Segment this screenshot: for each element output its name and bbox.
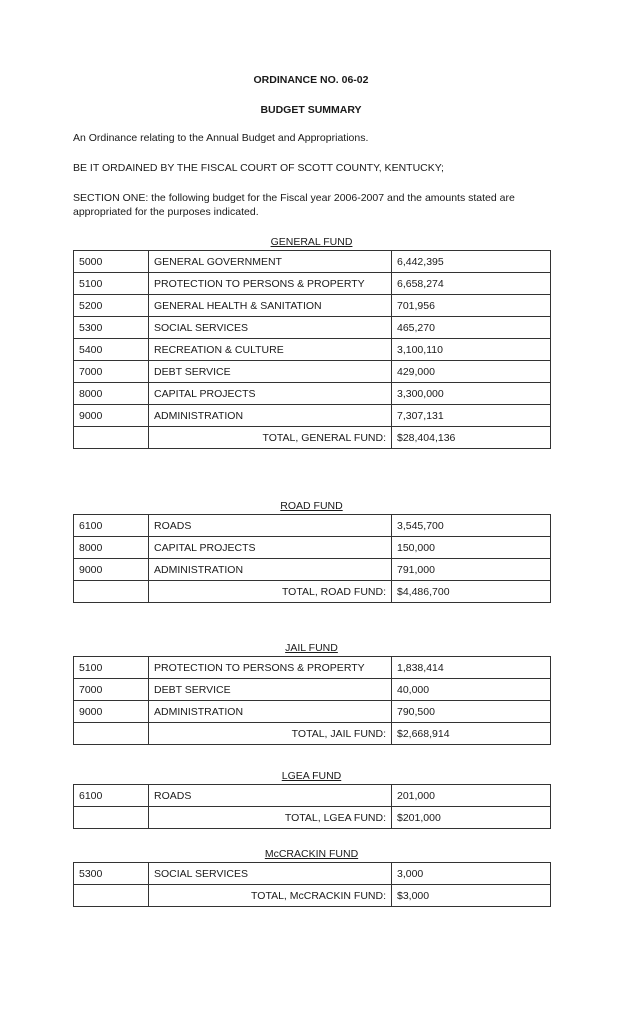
account-code-cell: 5000 [74, 251, 149, 273]
total-label: TOTAL, GENERAL FUND: [149, 427, 392, 449]
amount-cell: 3,300,000 [392, 383, 551, 405]
account-code-cell: 5400 [74, 339, 149, 361]
mccrackin-fund-table [73, 862, 551, 907]
account-code-cell: 8000 [74, 537, 149, 559]
account-code-cell: 5200 [74, 295, 149, 317]
account-name-cell: GENERAL HEALTH & SANITATION [149, 295, 392, 317]
account-name-cell: SOCIAL SERVICES [149, 863, 392, 885]
empty-cell [74, 581, 149, 603]
section-one-paragraph: SECTION ONE: the following budget for the Fiscal year 2006-2007 and the amounts stated are appropriated for the purposes indicated. [73, 192, 515, 218]
total-row [74, 723, 551, 745]
account-name-cell: GENERAL GOVERNMENT [149, 251, 392, 273]
account-name-cell: DEBT SERVICE [149, 679, 392, 701]
empty-cell [74, 807, 149, 829]
amount-cell: 150,000 [392, 537, 551, 559]
table-row [74, 515, 551, 537]
table-row [74, 405, 551, 427]
intro-paragraph: An Ordinance relating to the Annual Budget and Appropriations. [73, 132, 369, 144]
table-row [74, 679, 551, 701]
lgea-fund-title: LGEA FUND [281, 770, 342, 782]
total-row [74, 885, 551, 907]
total-amount: $201,000 [392, 807, 551, 829]
total-label: TOTAL, LGEA FUND: [149, 807, 392, 829]
road-fund-title: ROAD FUND [280, 500, 343, 512]
budget-summary-heading: BUDGET SUMMARY [260, 104, 362, 116]
total-amount: $3,000 [392, 885, 551, 907]
account-name-cell: RECREATION & CULTURE [149, 339, 392, 361]
amount-cell: 1,838,414 [392, 657, 551, 679]
total-amount: $28,404,136 [392, 427, 551, 449]
table-row [74, 383, 551, 405]
account-name-cell: ADMINISTRATION [149, 559, 392, 581]
amount-cell: 791,000 [392, 559, 551, 581]
account-code-cell: 9000 [74, 559, 149, 581]
account-name-cell: SOCIAL SERVICES [149, 317, 392, 339]
account-code-cell: 5300 [74, 863, 149, 885]
account-code-cell: 5100 [74, 657, 149, 679]
account-code-cell: 7000 [74, 361, 149, 383]
table-row [74, 361, 551, 383]
account-code-cell: 8000 [74, 383, 149, 405]
total-row [74, 427, 551, 449]
table-row [74, 317, 551, 339]
account-name-cell: PROTECTION TO PERSONS & PROPERTY [149, 273, 392, 295]
account-name-cell: CAPITAL PROJECTS [149, 383, 392, 405]
amount-cell: 790,500 [392, 701, 551, 723]
table-row [74, 785, 551, 807]
total-row [74, 807, 551, 829]
account-name-cell: ADMINISTRATION [149, 405, 392, 427]
amount-cell: 429,000 [392, 361, 551, 383]
account-code-cell: 5300 [74, 317, 149, 339]
total-amount: $2,668,914 [392, 723, 551, 745]
empty-cell [74, 885, 149, 907]
general-fund-table [73, 250, 551, 449]
table-row [74, 701, 551, 723]
jail-fund-table [73, 656, 551, 745]
empty-cell [74, 723, 149, 745]
account-code-cell: 5100 [74, 273, 149, 295]
table-row [74, 559, 551, 581]
account-code-cell: 6100 [74, 785, 149, 807]
ordained-paragraph: BE IT ORDAINED BY THE FISCAL COURT OF SCOTT COUNTY, KENTUCKY; [73, 162, 444, 174]
amount-cell: 465,270 [392, 317, 551, 339]
total-row [74, 581, 551, 603]
account-code-cell: 6100 [74, 515, 149, 537]
empty-cell [74, 427, 149, 449]
account-name-cell: ROADS [149, 785, 392, 807]
table-row [74, 273, 551, 295]
account-code-cell: 7000 [74, 679, 149, 701]
account-name-cell: CAPITAL PROJECTS [149, 537, 392, 559]
lgea-fund-table [73, 784, 551, 829]
general-fund-title: GENERAL FUND [270, 236, 353, 248]
table-row [74, 863, 551, 885]
amount-cell: 3,100,110 [392, 339, 551, 361]
amount-cell: 3,545,700 [392, 515, 551, 537]
account-code-cell: 9000 [74, 701, 149, 723]
table-row [74, 295, 551, 317]
account-name-cell: DEBT SERVICE [149, 361, 392, 383]
amount-cell: 7,307,131 [392, 405, 551, 427]
table-row [74, 657, 551, 679]
total-amount: $4,486,700 [392, 581, 551, 603]
road-fund-table [73, 514, 551, 603]
amount-cell: 6,442,395 [392, 251, 551, 273]
table-row [74, 537, 551, 559]
mccrackin-fund-title: McCRACKIN FUND [264, 848, 359, 860]
account-code-cell: 9000 [74, 405, 149, 427]
total-label: TOTAL, JAIL FUND: [149, 723, 392, 745]
amount-cell: 701,956 [392, 295, 551, 317]
ordinance-title: ORDINANCE NO. 06-02 [253, 74, 369, 86]
amount-cell: 3,000 [392, 863, 551, 885]
total-label: TOTAL, ROAD FUND: [149, 581, 392, 603]
table-row [74, 251, 551, 273]
account-name-cell: ADMINISTRATION [149, 701, 392, 723]
amount-cell: 201,000 [392, 785, 551, 807]
table-row [74, 339, 551, 361]
amount-cell: 6,658,274 [392, 273, 551, 295]
amount-cell: 40,000 [392, 679, 551, 701]
jail-fund-title: JAIL FUND [285, 642, 338, 654]
account-name-cell: PROTECTION TO PERSONS & PROPERTY [149, 657, 392, 679]
total-label: TOTAL, McCRACKIN FUND: [149, 885, 392, 907]
account-name-cell: ROADS [149, 515, 392, 537]
